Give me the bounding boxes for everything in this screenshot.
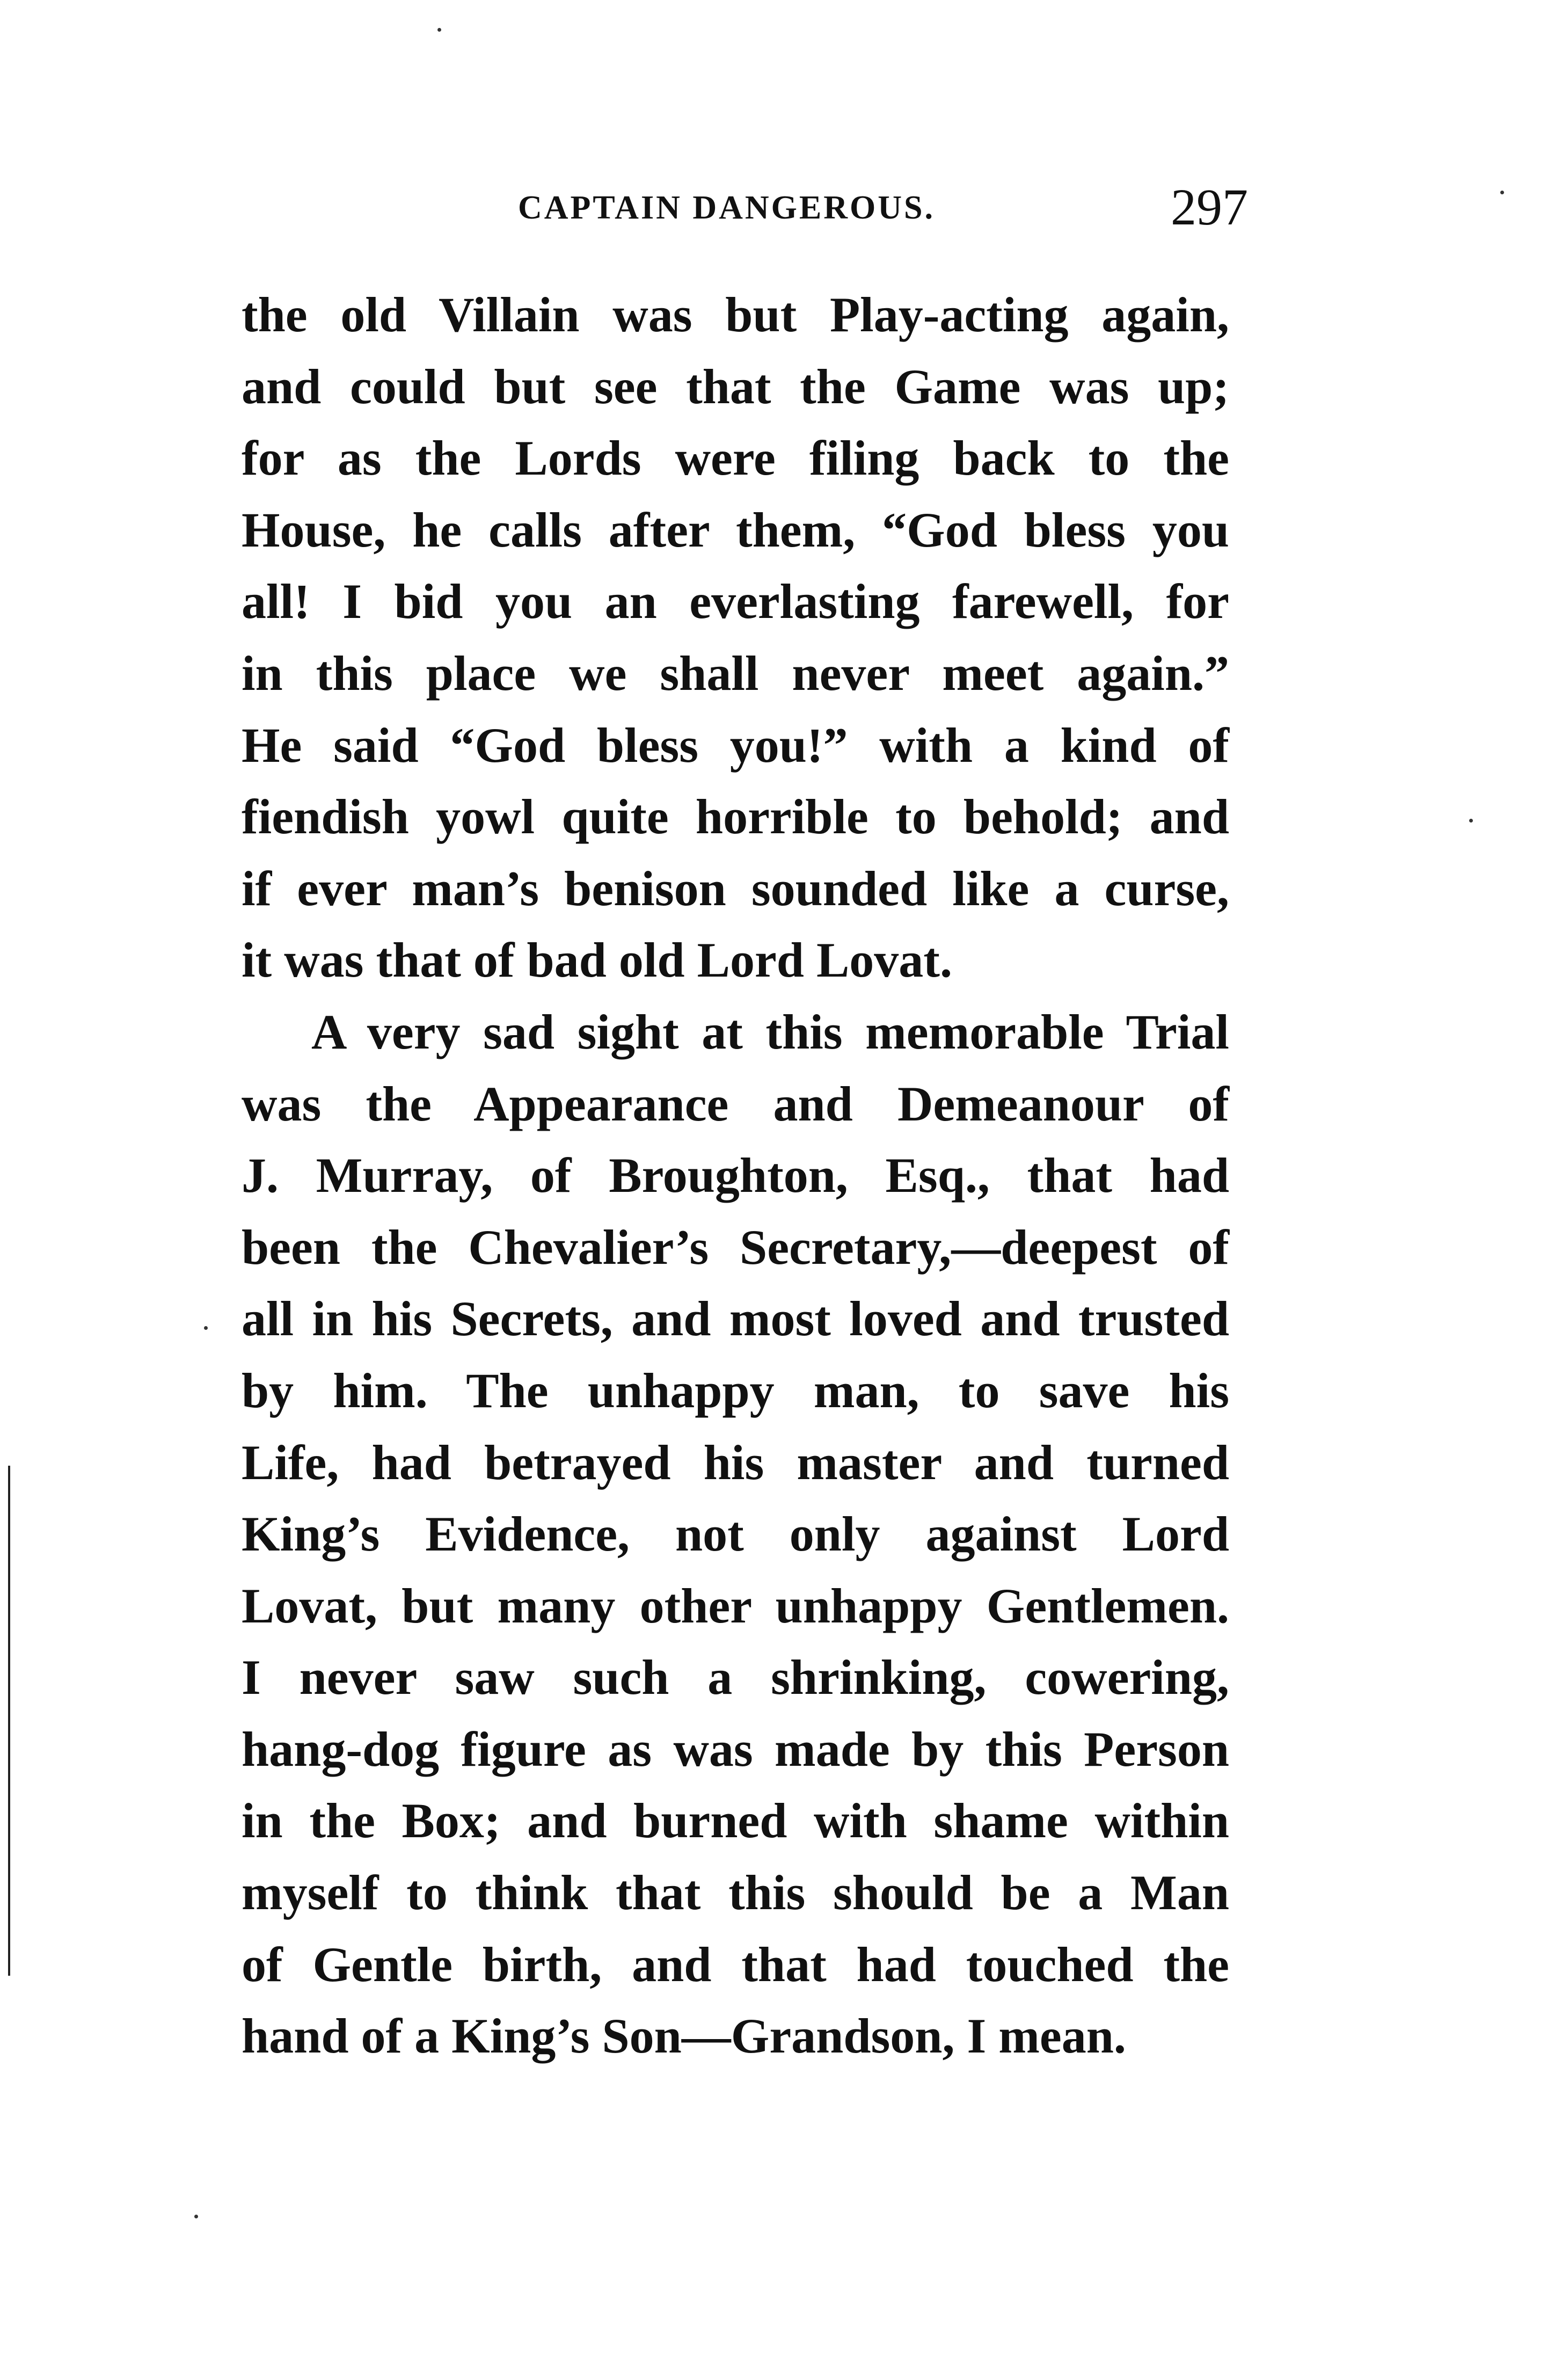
text-line: it was that of bad old Lord Lovat. [242, 933, 952, 988]
text-line: in the Box; and burned with shame within [242, 1793, 1229, 1848]
text-line: been the Chevalier’s Secretary,—deepest of [242, 1219, 1229, 1275]
scan-edge-rule [8, 1466, 10, 1976]
text-line: A very sad sight at this memorable Trial [311, 1004, 1229, 1059]
text-line: Life, had betrayed his master and turned [242, 1435, 1229, 1490]
scan-speck [437, 28, 441, 32]
text-line: King’s Evidence, not only against Lord [242, 1506, 1229, 1562]
scan-speck [1500, 191, 1504, 194]
text-line: House, he calls after them, “God bless you [242, 502, 1229, 557]
text-line: I never saw such a shrinking, cowering, [242, 1650, 1229, 1705]
running-head [518, 177, 1248, 236]
text-line: J. Murray, of Broughton, Esq., that had [242, 1148, 1229, 1203]
text-line: Lovat, but many other unhappy Gentlemen. [242, 1578, 1229, 1633]
text-line: all! I bid you an everlasting farewell, for [242, 574, 1229, 629]
text-line: by him. The unhappy man, to save his [242, 1363, 1229, 1418]
body-text [242, 279, 1229, 2072]
text-line: and could but see that the Game was up; [242, 359, 1229, 414]
running-title: CAPTAIN DANGEROUS. [518, 190, 936, 226]
text-line: He said “God bless you!” with a kind of [242, 717, 1229, 773]
page-number: 297 [1171, 178, 1248, 236]
text-line: if ever man’s benison sounded like a curse, [242, 861, 1229, 916]
text-line: all in his Secrets, and most loved and trusted [242, 1291, 1229, 1347]
scan-speck [194, 2215, 198, 2218]
text-line: in this place we shall never meet again.” [242, 645, 1229, 701]
scan-speck [204, 1326, 208, 1330]
text-line: was the Appearance and Demeanour of [242, 1076, 1229, 1131]
text-line: of Gentle birth, and that had touched the [242, 1937, 1229, 1992]
text-line: hand of a King’s Son—Grandson, I mean. [242, 2008, 1126, 2064]
text-line: hang-dog figure as was made by this Person [242, 1721, 1229, 1777]
scan-speck [1469, 819, 1473, 823]
text-line: fiendish yowl quite horrible to behold; and [242, 789, 1229, 845]
text-line: the old Villain was but Play-acting again, [242, 287, 1229, 342]
text-line: myself to think that this should be a Man [242, 1865, 1229, 1920]
text-line: for as the Lords were filing back to the [242, 431, 1229, 486]
